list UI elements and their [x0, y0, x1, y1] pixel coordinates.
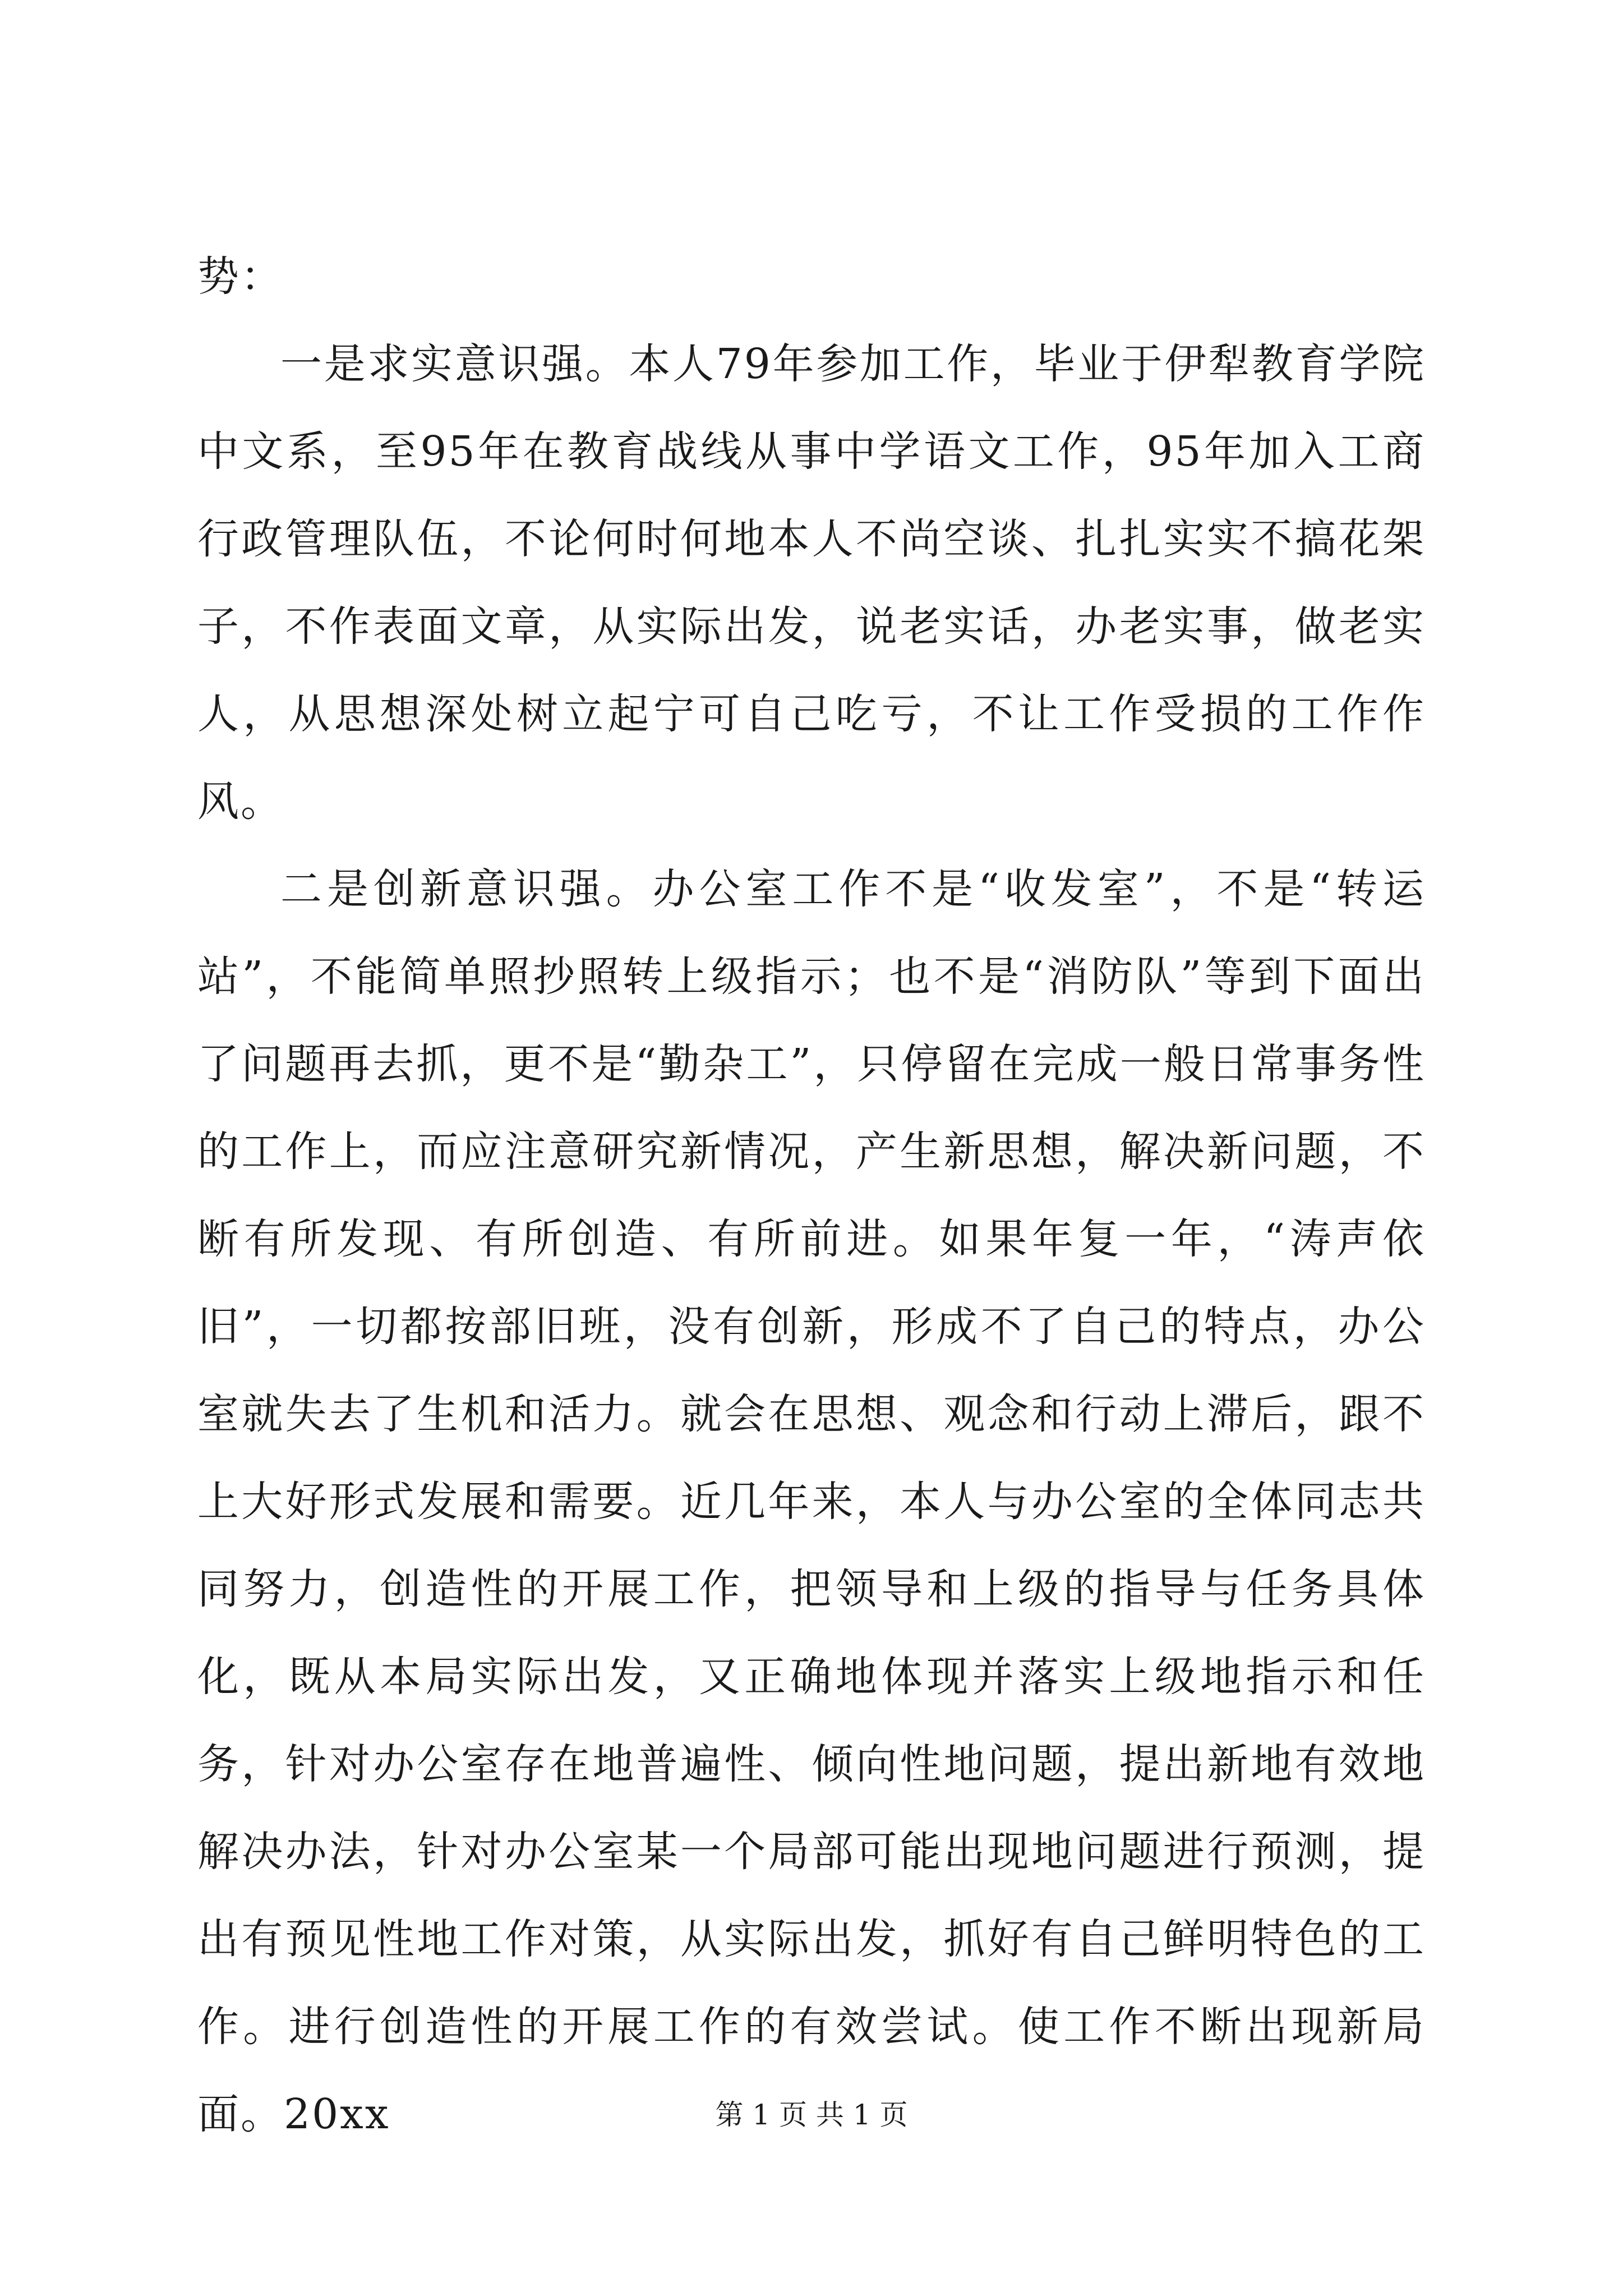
- document-body: [197, 233, 1426, 2158]
- paragraph-innovation-awareness: 二是创新意识强。办公室工作不是“收发室”，不是“转运站”，不能简单照抄照转上级指示；也不是“消防队”等到下面出了问题再去抓，更不是“勤杂工”，只停留在完成一般日常事务性的工作上，而应注意研究新情况，产生新思想，解决新问题，不断有所发现、有所创造、有所前进。如果年复一年，“涛声依旧”，一切都按部旧班，没有创新，形成不了自己的特点，办公室就失去了生机和活力。就会在思想、观念和行动上滞后，跟不上大好形式发展和需要。近几年来，本人与办公室的全体同志共同努力，创造性的开展工作，把领导和上级的指导与任务具体化，既从本局实际出发，又正确地体现并落实上级地指示和任务，针对办公室存在地普遍性、倾向性地问题，提出新地有效地解决办法，针对办公室某一个局部可能出现地问题进行预测，提出有预见性地工作对策，从实际出发，抓好有自己鲜明特色的工作。进行创造性的开展工作的有效尝试。使工作不断出现新局面。20xx: [197, 865, 1426, 2138]
- page-footer: 第 1 页 共 1 页: [715, 2099, 908, 2131]
- paragraph-continuation: 势：: [197, 252, 284, 301]
- paragraph-practical-awareness: 一是求实意识强。本人79年参加工作，毕业于伊犁教育学院中文系，至95年在教育战线从事中学语文工作，95年加入工商行政管理队伍，不论何时何地本人不尚空谈、扎扎实实不搞花架子，不作表面文章，从实际出发，说老实话，办老实事，做老实人，从思想深处树立起宁可自己吃亏，不让工作受损的工作作风。: [197, 340, 1426, 826]
